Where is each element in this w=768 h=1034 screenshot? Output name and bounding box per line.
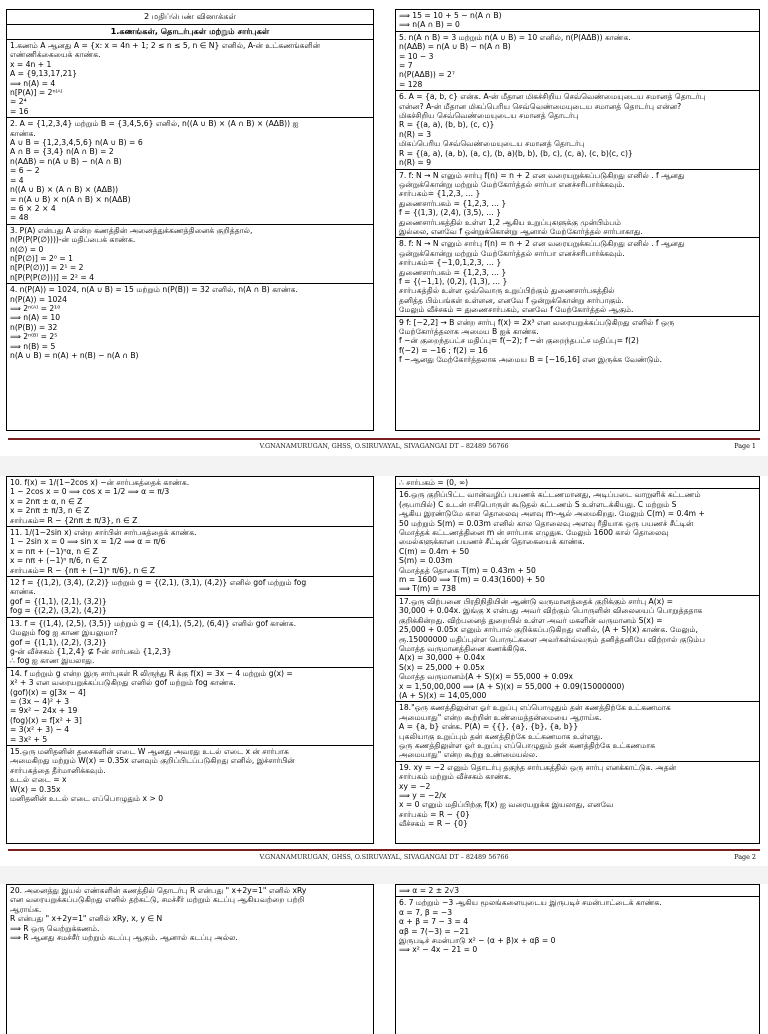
question-block: [7, 527, 373, 577]
question-block: [396, 885, 759, 897]
text-line: (gof)(x) = g[3x − 4]: [10, 687, 86, 697]
text-line: ஒன்றுக்கொன்று மற்றும் மேற்கோர்த்தல் சார்பா எனச்சரிபார்க்கவும்.: [399, 179, 625, 189]
text-line: (A + S)(x) = 14,05,000: [399, 690, 487, 700]
page1-left-blocks: [7, 40, 373, 361]
page3-left-column: [6, 884, 374, 1034]
text-line: ∴ சார்பகம் = (0, ∞): [399, 478, 469, 487]
text-line: என்ன? A-ன் மீதான மிகப்பெரிய செவ்வெண்மையுடைய சமானத் தொடர்பு என்ன?: [399, 101, 682, 111]
text-line: = 16: [10, 106, 29, 116]
text-line: 17.ஒரு விற்பனை பிரதிநிதியின் ஆண்டு வருமானத்தைக் குறிக்கும் சார்பு A(x) =: [399, 596, 673, 606]
page-2: [0, 476, 768, 866]
text-line: ⟹ R ஒரு வெற்றுக்கணம்.: [10, 923, 100, 933]
text-line: வீச்சகம் = R − {0}: [399, 819, 468, 829]
text-line: அமைகிறது மற்றும் W(x) = 0.35x எனவும் குறிப்பிடப்படுகிறது எனில், இச்சார்பின்: [10, 756, 295, 766]
text-line: = 6 × 2 × 4: [10, 203, 56, 213]
page1-left-column: [6, 9, 374, 431]
text-line: துணைசார்பகம் = {1,2,3, … }: [399, 198, 507, 208]
text-line: மிகச்சிறிய செவ்வெண்மையுடைய சமானத் தொடர்பு: [399, 111, 579, 121]
text-line: n[P(P(P(∅)))] = 2² = 4: [10, 272, 94, 282]
text-line: 8. f: N → N எனும் சார்பு f(n) = n + 2 என வரையறுக்கப்படுகிறது எனில் . f ஆனது: [399, 239, 685, 249]
question-block: [396, 170, 759, 239]
page3-right-blocks: [396, 885, 759, 956]
text-line: n(AΔB) = n(A ∪ B) − n(A ∩ B): [10, 156, 122, 166]
text-line: fog = {(2,2), (3,2), (4,2)}: [10, 606, 107, 616]
text-line: n[P(P(∅))] = 2¹ = 2: [10, 263, 84, 273]
question-block: [7, 885, 373, 943]
text-line: R = {(a, a), (b, b), (c, c)}: [399, 120, 495, 130]
text-line: 15.ஒரு மனிதனின் தசைகளின் எடை W ஆனது அவரது உடல் எடை x ன் சார்பாக: [10, 746, 289, 756]
text-line: A ∪ B = {1,2,3,4,5,6} n(A ∪ B) = 6: [10, 138, 143, 148]
text-line: = 128: [399, 79, 423, 89]
text-line: W(x) = 0.35x: [10, 784, 61, 794]
text-line: 5. n(A ∩ B) = 3 மற்றும் n(A ∪ B) = 10 எனில், n(P(AΔB)) காண்க.: [399, 32, 631, 42]
text-line: = 7: [399, 61, 413, 71]
text-line: = 9x² − 24x + 19: [10, 706, 78, 716]
text-line: என வரையறுக்கப்படுகிறது எனில் தற்சுட்டு, சமச்சீர் மற்றும் கடப்பு ஆகியவற்றை பற்றி: [10, 895, 305, 905]
text-line: (fog)(x) = f[x² + 3]: [10, 715, 82, 725]
text-line: 16.ஒரு குறிப்பிட்ட வான்வழிப் பயணக் கட்டணமானது, அடிப்படை வாறுளிக் கட்டணம்: [399, 490, 701, 500]
text-line: α = 7, β = −3: [399, 907, 453, 917]
text-line: இருபடிச் சமன்பாடு x² − (α + β)x + αβ = 0: [399, 936, 556, 946]
text-line: x = nπ + (−1)ⁿα, n ∈ Z: [10, 546, 98, 556]
text-line: = 10 − 3: [399, 51, 434, 61]
text-line: 19. xy = −2 எனும் தொடர்பு தகுந்த சார்பகத்தில் ஒரு சார்பு எனக்காட்டுக. அதன்: [399, 762, 677, 772]
text-line: 9 f: [−2,2] → B என்ற சார்பு f(x) = 2x³ என வரையறுக்கப்படுகிறது எனில் f ஒரு: [399, 317, 675, 327]
question-block: [396, 897, 759, 955]
text-line: n(A ∪ B) = n(A) + n(B) − n(A ∩ B): [10, 351, 139, 360]
text-line: n((A ∪ B) × (A ∩ B) × (AΔB)): [10, 185, 119, 195]
page1-right-blocks: [396, 10, 759, 366]
text-line: அமையாது" என்ற கூற்று உண்மையல்ல.: [399, 750, 538, 760]
text-line: = 48: [10, 213, 29, 223]
text-line: n(AΔB) = n(A ∪ B) − n(A ∩ B): [399, 42, 511, 52]
text-line: 14. f மற்றும் g என்ற இரு சார்புகள் R லிருந்து R க்கு f(x) = 3x − 4 மற்றும் g(x) =: [10, 668, 293, 678]
text-line: ஆகிய இரண்டுமே கால தொலைவு அளவு m-ஆல் அமைகிறது. மேலும் C(m) = 0.4m +: [399, 509, 705, 519]
text-line: ஒன்றுக்கொன்று மற்றும் மேற்கோர்த்தல் சார்பா எனச்சரிபார்க்கவும்.: [399, 248, 625, 258]
text-line: 2. A = {1,2,3,4} மற்றும் B = {3,4,5,6} எனில், n((A ∪ B) × (A ∩ B) × (AΔB)) ஐ: [10, 119, 299, 129]
text-line: மைல்களுக்கான பயணச் சீட்டின் தொகையைக் காண்க.: [399, 537, 585, 547]
text-line: 7. f: N → N எனும் சார்பு f(n) = n + 2 என வரையறுக்கப்படுகிறது எனில் . f ஆனது: [399, 170, 685, 180]
text-line: n(P(AΔB)) = 2⁷: [399, 70, 455, 80]
question-block: [396, 91, 759, 169]
text-line: சார்பகம்= {−1,0,1,2,3, … }: [399, 258, 502, 268]
footer-rule: [8, 849, 760, 851]
text-line: அமையாது" என்ற கூற்றின் உண்மைத்தன்மையை ஆராய்க.: [399, 712, 602, 722]
text-line: சார்பகத்தில் உள்ள ஒவ்வொரு உறுப்பிற்கும் துணைசார்பகத்தில்: [399, 286, 615, 296]
text-line: n(R) = 9: [399, 158, 432, 168]
question-block: [7, 668, 373, 746]
question-block: [7, 40, 373, 118]
text-line: S(m) = 0.03m: [399, 556, 453, 566]
page2-left-blocks: [7, 477, 373, 804]
text-line: குறிக்கின்றது. விற்பனைத் துறையில் உள்ள அவர் மகளின் வருமானம் S(x) =: [399, 615, 663, 625]
text-line: x = nπ + (−1)ⁿ π/6, n ∈ Z: [10, 556, 108, 566]
page-separator: [0, 866, 768, 884]
text-line: x = 2nπ ± α, n ∈ Z: [10, 496, 83, 506]
page2-footer: [0, 849, 768, 863]
question-block: [396, 762, 759, 830]
question-block: [396, 10, 759, 32]
text-line: சார்பகம் = R − {0}: [399, 809, 470, 819]
text-line: n[P(A)] = 2ⁿ⁽ᴬ⁾: [10, 88, 63, 98]
text-line: மேலும் fog ஐ காண இயலுமா?: [10, 628, 118, 638]
text-line: ∴ fog ஐ காண இயலாது.: [10, 656, 95, 666]
text-line: = (3x − 4)² + 3: [10, 696, 70, 706]
text-line: ⟹ α = 2 ± 2√3: [399, 886, 460, 895]
text-line: g-ன் வீச்சகம் {1,2,4} ⊈ f-ன் சார்பகம் {1,2,3}: [10, 646, 172, 656]
question-block: [396, 238, 759, 316]
text-line: A(x) = 30,000 + 0.04x: [399, 653, 485, 663]
text-line: தனித்த பிம்பங்கள் உள்ளன, எனவே f ஒன்றுக்கொன்று சார்பாகும்.: [399, 295, 624, 305]
text-line: f −ன் குறைந்தபட்ச மதிப்பு= f(−2); f −ன் குறைந்தபட்ச மதிப்பு= f(2): [399, 336, 639, 346]
text-line: n(∅) = 0: [10, 244, 44, 254]
text-line: சார்பகம்= {1,2,3, … }: [399, 189, 481, 199]
text-line: ஒரு கணத்திலுள்ள ஓர் உறுப்பு எப்பொழுதும் தன் கணத்திற்கே உட்கணமாக: [399, 740, 656, 750]
text-line: gof = {(1,1), (2,1), (3,2)}: [10, 596, 107, 606]
text-line: ⟹ n(A) = 10: [10, 313, 61, 323]
section-header-marks: 2 மதிப்பெண் வினாக்கள்: [7, 10, 373, 25]
question-block: [396, 317, 759, 366]
footer-author: V.GNANAMURUGAN, GHSS, O.SIRUVAYAL, SIVAGANGAI DT – 82489 56766: [259, 853, 509, 861]
text-line: x = 0 எனும் மதிப்பிற்கு f(x) ஐ வரையறுக்க இயலாது, எனவே: [399, 800, 614, 810]
text-line: சார்பகம்= R − {nπ + (−1)ⁿ π/6}, n ∈ Z: [10, 565, 156, 575]
question-block: [396, 702, 759, 761]
text-line: f −ஆனது மேற்கோர்த்தலாக அமைய B = [−16,16] என இருக்க வேண்டும்.: [399, 355, 663, 365]
chapter-title: 1.கணங்கள், தொடர்புகள் மற்றும் சார்புகள்: [7, 25, 373, 40]
page-number: Page 1: [734, 442, 756, 450]
text-line: 1.கணம் A ஆனது A = {x: x = 4n + 1; 2 ≤ n ≤ 5, n ∈ N} எனில், A-ன் உட்கணங்களின்: [10, 41, 321, 50]
question-block: [7, 577, 373, 618]
question-block: [396, 489, 759, 595]
page2-right-column: [395, 476, 760, 844]
text-line: xy = −2: [399, 781, 431, 791]
text-line: 13. f = {(1,4), (2,5), (3,5)} மற்றும் g = {(4,1), (5,2), (6,4)} எனில் gof காண்க.: [10, 618, 297, 628]
text-line: n(P(P(P(∅))))-ன் மதிப்பைக் காண்க.: [10, 235, 136, 245]
text-line: ⟹ 15 = 10 + 5 − n(A ∩ B): [399, 11, 502, 20]
text-line: = 4: [10, 175, 24, 185]
text-line: காண்க.: [10, 587, 36, 597]
page-1: [0, 0, 768, 452]
text-line: C(m) = 0.4m + 50: [399, 546, 470, 556]
question-block: [7, 284, 373, 361]
question-block: [7, 618, 373, 668]
text-line: 30,000 + 0.04x. இங்கு x என்பது அவர் விற்கும் பொருளின் விலையைப் பொறுத்ததாக: [399, 606, 703, 616]
text-line: S(x) = 25,000 + 0.05x: [399, 662, 485, 672]
text-line: 6. 7 மற்றும் −3 ஆகிய மூலங்களையுடைய இருபடிச் சமன்பாட்டைக் காண்க.: [399, 898, 662, 908]
question-block: [396, 477, 759, 489]
text-line: 20. அனைத்து இயல் எண்களின் கணத்தில் தொடர்பு R என்பது " x+2y=1" எனில் xRy: [10, 886, 307, 895]
text-line: 50 மற்றும் S(m) = 0.03m எனில் கால தொலைவு அளவு ரீதியாக ஒரு பயணச் சீட்டின்: [399, 518, 694, 528]
text-line: x² + 3 என வரையறுக்கப்படுகிறது எனில் gof மற்றும் fog காண்க.: [10, 678, 236, 688]
text-line: துணைசார்பகம் = {1,2,3, … }: [399, 267, 507, 277]
text-line: எண்ணிக்கையைக் காண்க.: [10, 50, 101, 60]
question-block: [7, 118, 373, 224]
text-line: A = {9,13,17,21}: [10, 69, 78, 79]
text-line: 11. 1/(1−2sin x) என்ற சார்பின் சார்பகத்தைக் காண்க.: [10, 528, 197, 538]
text-line: ⟹ x² − 4x − 21 = 0: [399, 945, 478, 955]
text-line: 10. f(x) = 1/(1−2cos x) −ன் சார்பகத்தைக் காண்க.: [10, 478, 190, 487]
page-3: [0, 884, 768, 1024]
text-line: = 3x² + 5: [10, 734, 48, 744]
footer-rule: [8, 438, 760, 440]
text-line: α + β = 7 − 3 = 4: [399, 917, 469, 927]
text-line: காண்க.: [10, 128, 36, 138]
text-line: ⟹ T(m) = 738: [399, 584, 456, 594]
text-line: ⟹ y = −2/x: [399, 791, 447, 800]
text-line: ⟹ n(A ∩ B) = 0: [399, 20, 460, 30]
text-line: மிகப்பெரிய செவ்வெண்மையுடைய சமானத் தொடர்பு: [399, 139, 585, 149]
page-number: Page 2: [734, 853, 756, 861]
question-block: [396, 596, 759, 702]
text-line: f(−2) = −16 ; f(2) = 16: [399, 345, 488, 355]
text-line: மேலும் வீச்சகம் = துணைசார்பகம், எனவே f மேற்கோர்த்தல் ஆகும்.: [399, 305, 634, 315]
text-line: n(R) = 3: [399, 129, 432, 139]
text-line: R என்பது " x+2y=1" எனில் xRy, x, y ∈ N: [10, 914, 163, 924]
footer-author: V.GNANAMURUGAN, GHSS, O.SIRUVAYAL, SIVAGANGAI DT – 82489 56766: [259, 442, 509, 450]
text-line: m = 1600 ⟹ T(m) = 0.43(1600) + 50: [399, 575, 545, 585]
text-line: f = {(1,3), (2,4), (3,5), … }: [399, 208, 502, 218]
text-line: ⟹ R ஆனது சமச்சீர் மற்றும் கடப்பு ஆகும். ஆனால் கடப்பு அல்ல.: [10, 933, 238, 943]
question-block: [7, 225, 373, 284]
text-line: ஆராய்க.: [10, 904, 42, 914]
text-line: சார்பகம் மற்றும் வீச்சகம் காண்க.: [399, 772, 512, 782]
text-line: x = 2nπ ± π/3, n ∈ Z: [10, 506, 90, 516]
text-line: மொத்த வருமானத்தினை கணக்கிடுக.: [399, 643, 527, 653]
text-line: x = 1,50,00,000 ⟹ (A + S)(x) = 55,000 + 0.09(15000000): [399, 681, 625, 691]
text-line: மனிதனின் உடல் எடை எப்பொழுதும் x > 0: [10, 794, 164, 803]
text-line: 25,000 + 0.05x எனும் சார்பால் குறிக்கப்படுகிறது எனில், (A + S)(x) காண்க. மேலும்,: [399, 625, 698, 635]
page1-footer: [0, 438, 768, 452]
text-line: புகலியாகு உறுப்பும் தன் கணத்திற்கே உட்கணமாக உள்ளது.: [399, 731, 603, 741]
text-line: αβ = 7(−3) = −21: [399, 926, 470, 936]
text-line: ⟹ n(A) = 4: [10, 78, 56, 88]
text-line: 4. n(P(A)) = 1024, n(A ∪ B) = 15 மற்றும் n(P(B)) = 32 எனில், n(A ∩ B) காண்க.: [10, 285, 298, 295]
text-line: 18."ஒரு கணத்திலுள்ள ஓர் உறுப்பு எப்பொழுதும் தன் கணத்திற்கே உட்கணமாக: [399, 703, 671, 713]
text-line: மொத்தக் கட்டணத்தினை m ன் சார்பாக எழுதுக. மேலும் 1600 கால் தொலைவு: [399, 528, 669, 538]
text-line: 3. P(A) என்பது A என்ற கணத்தின் அனைத்துக்கணத்தினைக் குறித்தால்,: [10, 225, 253, 235]
text-line: 12 f = {(1,2), (3,4), (2,2)} மற்றும் g = {(2,1), (3,1), (4,2)} எனில் gof மற்றும் fog: [10, 578, 307, 588]
text-line: x = 4n + 1: [10, 59, 52, 69]
text-line: சார்பகம்= R − {2nπ ± π/3}, n ∈ Z: [10, 515, 138, 525]
text-line: n(P(B)) = 32: [10, 322, 58, 332]
question-block: [7, 746, 373, 804]
text-line: மொத்த வருமானம்(A + S)(x) = 55,000 + 0.09x: [399, 672, 574, 682]
question-block: [396, 32, 759, 91]
text-line: = 3(x² + 3) − 4: [10, 725, 70, 735]
text-line: 1 − 2sin x = 0 ⟹ sin x = 1/2 ⟹ α = π/6: [10, 537, 166, 547]
text-line: = 6 − 2: [10, 166, 40, 176]
text-line: R = {(a, a), (a, b), (a, c), (b, a)(b, b), (b, c), (c, a), (c, b)(c, c)}: [399, 148, 633, 158]
page-separator: [0, 456, 768, 476]
text-line: = n(A ∪ B) × n(A ∩ B) × n(AΔB): [10, 194, 131, 204]
text-line: துணைசார்பகத்தில் உள்ள 1,2 ஆகிய உறுப்புகளுக்கு முன்பிம்பம்: [399, 217, 621, 227]
text-line: ⟹ n(B) = 5: [10, 341, 56, 351]
text-line: gof = {(1,1), (2,2), (3,2)}: [10, 637, 107, 647]
text-line: n(P(A)) = 1024: [10, 294, 67, 304]
text-line: A ∩ B = {3,4} n(A ∩ B) = 2: [10, 147, 114, 157]
text-line: மொத்தத் தொகை T(m) = 0.43m + 50: [399, 565, 536, 575]
text-line: இல்லை, எனவே f ஒன்றுக்கொன்று ஆனால் மேற்கோர்த்தல் சார்பாகாது.: [399, 226, 643, 236]
text-line: (ரூபாயில்) C உடன் ஈசிபொருள் கூடுதல் கட்டணம் S உள்ளடக்கியது. C மற்றும் S: [399, 499, 677, 509]
text-line: 6. A = {a, b, c} என்க. A-ன் மீதான மிகச்சிறிய செவ்வெண்மையுடைய சமானத் தொடர்பு: [399, 92, 706, 102]
page2-right-blocks: [396, 477, 759, 830]
text-line: 1 − 2cos x = 0 ⟹ cos x = 1/2 ⟹ α = π/3: [10, 487, 170, 497]
text-line: உடல் எடை = x: [10, 775, 67, 785]
text-line: A = {a, b} என்க. P(A) = {{}, {a}, {b}, {a, b}}: [399, 722, 579, 732]
text-line: சார்பகத்தை தீர்மானிக்கவும்.: [10, 765, 106, 775]
page1-right-column: [395, 9, 760, 431]
page3-left-blocks: [7, 885, 373, 943]
text-line: n[P(∅)] = 2⁰ = 1: [10, 253, 73, 263]
page3-right-column: [395, 884, 760, 1034]
text-line: ரூ.15000000 மதிப்புள்ள பொருட்களை அவர்கள்வ்வரும் தனித்தனியே விற்றால் குடும்ப: [399, 634, 705, 644]
page2-left-column: [6, 476, 374, 844]
text-line: ⟹ 2ⁿ⁽ᴬ⁾ = 2¹⁰: [10, 303, 61, 313]
text-line: f = {(−1,1), (0,2), (1,3), … }: [399, 276, 508, 286]
text-line: ⟹ 2ⁿ⁽ᴮ⁾ = 2⁵: [10, 332, 58, 342]
text-line: = 2⁴: [10, 97, 27, 107]
text-line: மேற்கோர்த்தலாக அமைய B ஐக் காண்க.: [399, 327, 539, 336]
question-block: [7, 477, 373, 527]
